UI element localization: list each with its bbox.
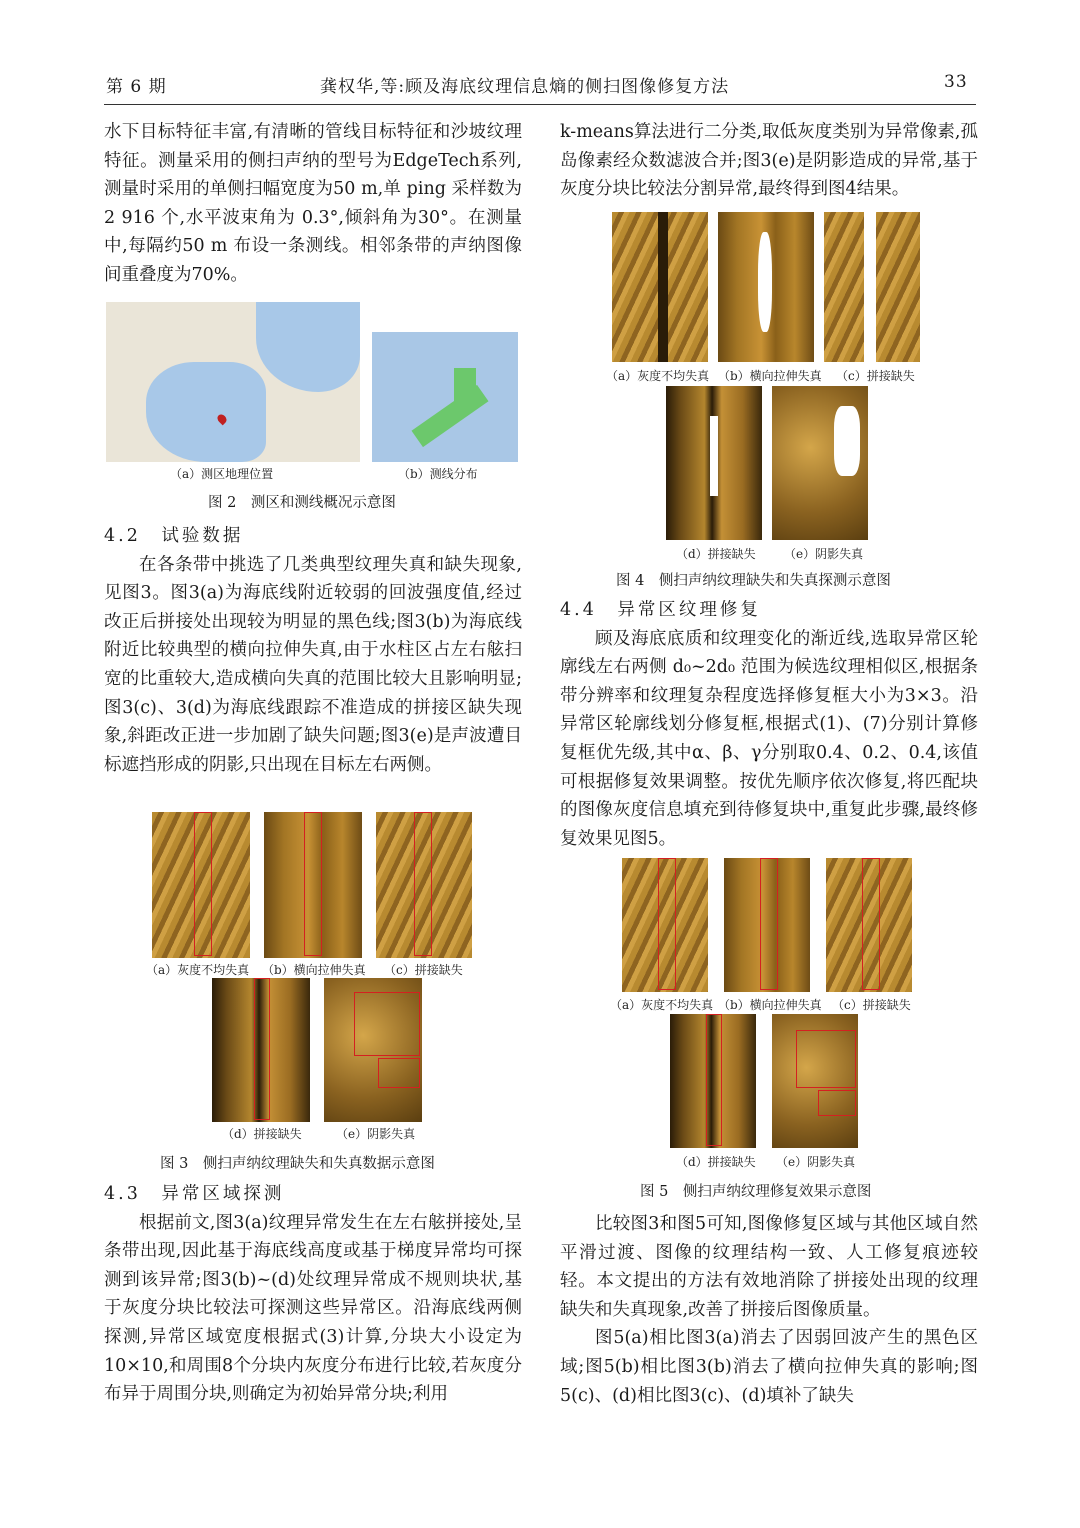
- fig3-caption-d: （d）拼接缺失: [222, 1127, 302, 1141]
- fig4-caption-b: （b）横向拉伸失真: [718, 369, 822, 383]
- fig5-caption-c: （c）拼接缺失: [832, 998, 911, 1012]
- page-number: 33: [944, 72, 968, 92]
- fig3-caption-b: （b）横向拉伸失真: [262, 963, 366, 977]
- fig5-title: 图 5 侧扫声纳纹理修复效果示意图: [640, 1184, 872, 1200]
- sonar-image-c: [376, 812, 472, 958]
- paragraph: 水下目标特征丰富,有清晰的管线目标特征和沙坡纹理特征。测量采用的侧扫声纳的型号为EdgeTech系列,测量时采用的单侧扫幅宽度为50 m,单 ping 采样数为 2 916 个,水平波束角为 0.3°,倾斜角为30°。在测量中,每隔约50 m 布设一条测线。相邻条带的声纳图像间重叠度为70%。: [104, 122, 522, 285]
- left-col-bottom: [104, 1180, 522, 1409]
- right-col-mid: [560, 596, 978, 853]
- paragraph: 图5(a)相比图3(a)消去了因弱回波产生的黑色区域;图5(b)相比图3(b)消去了横向拉伸失真的影响;图5(c)、(d)相比图3(c)、(d)填补了缺失: [560, 1328, 978, 1406]
- fig4-caption-c: （c）拼接缺失: [836, 369, 915, 383]
- right-col-bottom: [560, 1210, 978, 1410]
- paragraph: 比较图3和图5可知,图像修复区域与其他区域自然平滑过渡、图像的纹理结构一致、人工修复痕迹较轻。本文提出的方法有效地消除了拼接处出现的纹理缺失和失真现象,改善了拼接后图像质量。: [560, 1214, 978, 1320]
- left-col-top: [104, 118, 522, 290]
- fig4-title: 图 4 侧扫声纳纹理缺失和失真探测示意图: [616, 573, 891, 589]
- section-heading-4-3: 4.3 异常区域探测: [104, 1184, 285, 1204]
- repair-image-e: [772, 1014, 858, 1148]
- running-title: 龚权华,等:顾及海底纹理信息熵的侧扫图像修复方法: [320, 77, 730, 97]
- sonar-image-d: [212, 978, 310, 1122]
- fig2-caption-b: （b）测线分布: [398, 467, 478, 481]
- repair-image-a: [622, 858, 708, 992]
- sonar-image-e: [324, 978, 422, 1122]
- left-col-mid: [104, 522, 522, 779]
- detect-image-d: [666, 386, 762, 540]
- repair-image-c: [826, 858, 912, 992]
- fig5-caption-a: （a）灰度不均失真: [610, 998, 714, 1012]
- paragraph: k-means算法进行二分类,取低灰度类别为异常像素,孤岛像素经众数滤波合并;图3(e)是阴影造成的异常,基于灰度分块比较法分割异常,最终得到图4结果。: [560, 122, 978, 200]
- sonar-image-a: [152, 812, 250, 958]
- fig5-caption-d: （d）拼接缺失: [676, 1155, 756, 1169]
- fig2-title: 图 2 测区和测线概况示意图: [208, 495, 396, 511]
- repair-image-b: [724, 858, 810, 992]
- detect-image-b: [718, 212, 814, 362]
- fig5-caption-e: （e）阴影失真: [776, 1155, 856, 1169]
- map-location-image: [106, 302, 360, 462]
- fig4-caption-d: （d）拼接缺失: [676, 547, 756, 561]
- fig5-caption-b: （b）横向拉伸失真: [718, 998, 822, 1012]
- section-heading-4-4: 4.4 异常区纹理修复: [560, 600, 761, 620]
- fig3-caption-c: （c）拼接缺失: [384, 963, 463, 977]
- paragraph: 在各条带中挑选了几类典型纹理失真和缺失现象,见图3。图3(a)为海底线附近较弱的回波强度值,经过改正后拼接处出现较为明显的黑色线;图3(b)为海底线附近比较典型的横向拉伸失真,由于水柱区占左右舷扫宽的比重较大,造成横向失真的范围比较大且影响明显;图3(c)、3(d)为海底线跟踪不准造成的拼接区缺失现象,斜距改正进一步加剧了缺失问题;图3(e)是声波遭目标遮挡形成的阴影,只出现在目标左右两侧。: [104, 554, 522, 775]
- fig4-caption-e: （e）阴影失真: [784, 547, 864, 561]
- issue-number: 第 6 期: [106, 77, 167, 97]
- header-rule: [104, 104, 976, 105]
- right-col-top: [560, 118, 978, 204]
- sonar-image-b: [264, 812, 362, 958]
- detect-image-e: [772, 386, 868, 540]
- section-heading-4-2: 4.2 试验数据: [104, 526, 244, 546]
- paragraph: 顾及海底底质和纹理变化的渐近线,选取异常区轮廓线左右两侧 d₀~2d₀ 范围为候选纹理相似区,根据条带分辨率和纹理复杂程度选择修复框大小为3×3。沿异常区轮廓线划分修复框,根据式(1)、(7)分别计算修复框优先级,其中α、β、γ分别取0.4、0.2、0.4,该值可根据修复效果调整。按优先顺序依次修复,将匹配块的图像灰度信息填充到待修复块中,重复此步骤,最终修复效果见图5。: [560, 628, 978, 849]
- fig4-caption-a: （a）灰度不均失真: [606, 369, 710, 383]
- fig3-title: 图 3 侧扫声纳纹理缺失和失真数据示意图: [160, 1156, 435, 1172]
- repair-image-d: [670, 1014, 756, 1148]
- fig2-caption-a: （a）测区地理位置: [170, 467, 274, 481]
- survey-lines-image: [372, 332, 518, 462]
- paragraph: 根据前文,图3(a)纹理异常发生在左右舷拼接处,呈条带出现,因此基于海底线高度或基于梯度异常均可探测到该异常;图3(b)~(d)处纹理异常成不规则块状,基于灰度分块比较法可探测这些异常区。沿海底线两侧探测,异常区域宽度根据式(3)计算,分块大小设定为10×10,和周围8个分块内灰度分布进行比较,若灰度分布异于周围分块,则确定为初始异常分块;利用: [104, 1212, 522, 1405]
- detect-image-a: [612, 212, 708, 362]
- fig3-caption-e: （e）阴影失真: [336, 1127, 416, 1141]
- detect-image-c: [824, 212, 920, 362]
- fig3-caption-a: （a）灰度不均失真: [146, 963, 250, 977]
